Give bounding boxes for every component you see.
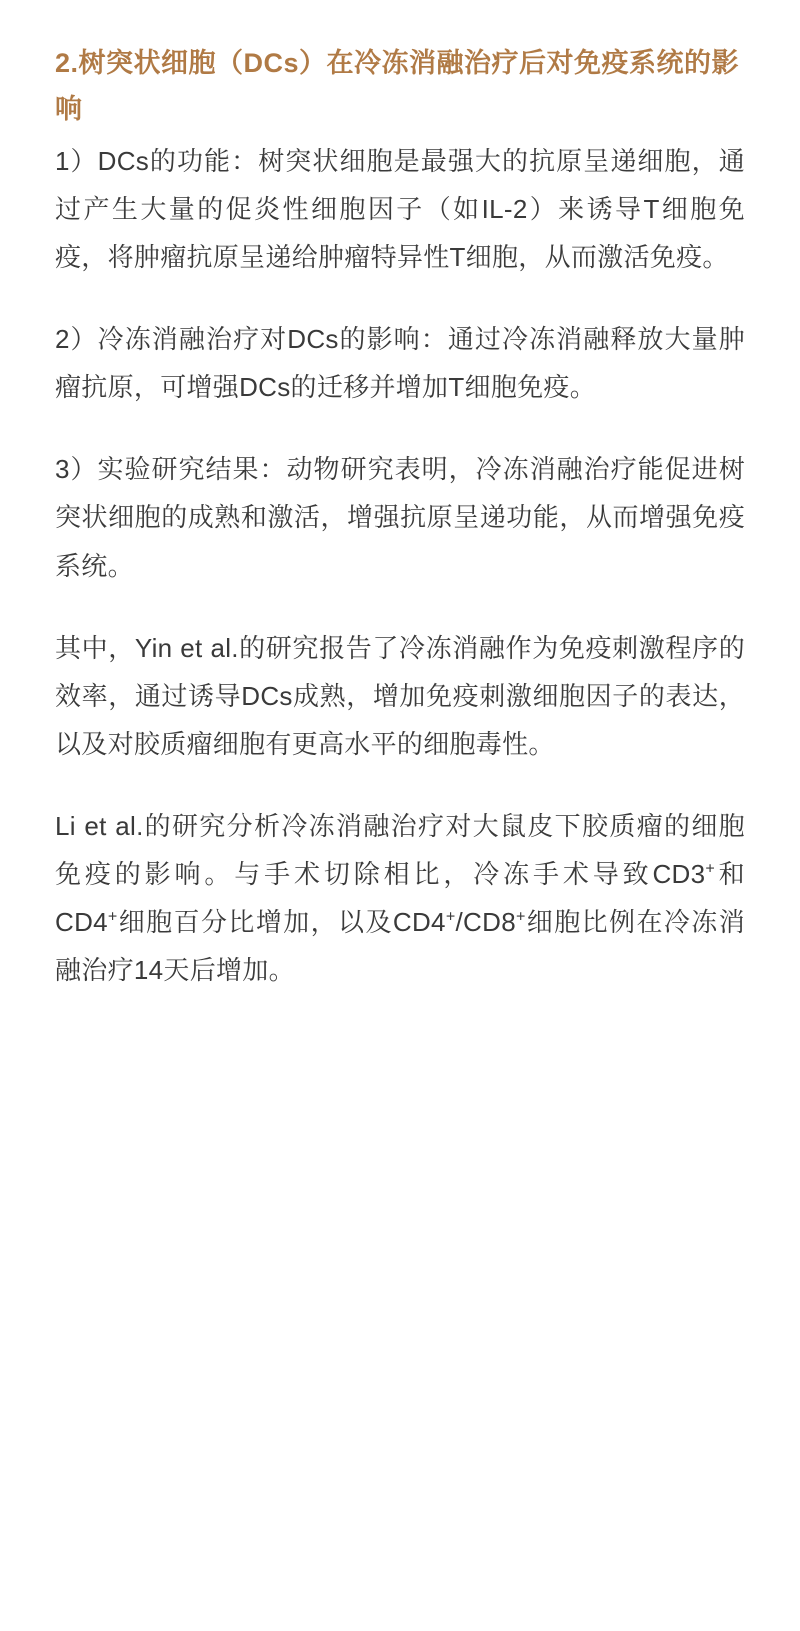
paragraph-li-study	[55, 802, 745, 994]
paragraph-experimental-results: 3）实验研究结果：动物研究表明，冷冻消融治疗能促进树突状细胞的成熟和激活，增强抗原呈递功能，从而增强免疫系统。	[55, 454, 745, 581]
cd3-superscript: +	[705, 859, 716, 878]
paragraph-yin-study: 其中，Yin et al.的研究报告了冷冻消融作为免疫刺激程序的效率，通过诱导DCs成熟，增加免疫刺激细胞因子的表达，以及对胶质瘤细胞有更高水平的细胞毒性。	[55, 632, 745, 759]
cd4-ratio-superscript: +	[445, 907, 456, 926]
paragraph-dcs-function: 1）DCs的功能：树突状细胞是最强大的抗原呈递细胞，通过产生大量的促炎性细胞因子（如IL-2）来诱导T细胞免疫，将肿瘤抗原呈递给肿瘤特异性T细胞，从而激活免疫。	[55, 145, 745, 273]
li-study-text-part3: 细胞百分比增加，以及CD4	[117, 907, 446, 938]
li-study-text-part2: 和CD4	[55, 859, 745, 938]
cd4-superscript: +	[107, 907, 118, 926]
cd8-superscript: +	[515, 907, 526, 926]
li-study-text-part4: /CD8	[455, 907, 516, 938]
paragraph-cryoablation-effect: 2）冷冻消融治疗对DCs的影响：通过冷冻消融释放大量肿瘤抗原，可增强DCs的迁移并增加T细胞免疫。	[55, 324, 745, 403]
section-heading: 2.树突状细胞（DCs）在冷冻消融治疗后对免疫系统的影响	[55, 48, 740, 125]
li-study-text-part5: 细胞比例在冷冻消融治疗14天后增加。	[55, 907, 745, 986]
li-study-text-part1: Li et al.的研究分析冷冻消融治疗对大鼠皮下胶质瘤的细胞免疫的影响。与手术切除相比，冷冻手术导致CD3	[55, 810, 745, 889]
